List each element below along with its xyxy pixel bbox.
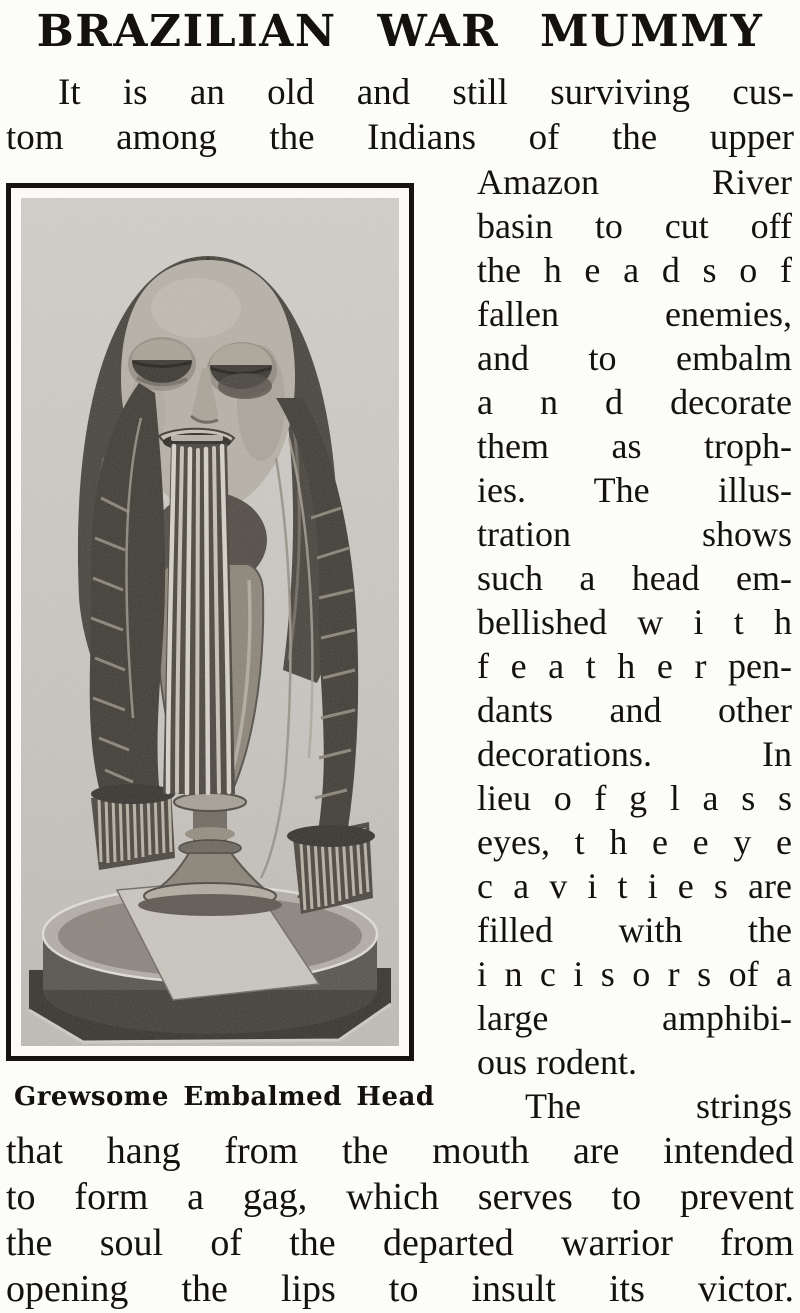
article-body — [0, 160, 800, 1128]
paragraph-start-line: The strings — [525, 1086, 792, 1126]
text-line: f e a t h e r pen- — [477, 646, 792, 686]
text-line: that hang from the mouth are intended — [6, 1130, 794, 1172]
text-line: to form a gag, which serves to prevent — [6, 1176, 794, 1218]
closing-paragraph — [0, 1128, 800, 1312]
text-line: basin to cut off — [477, 206, 792, 246]
text-line: Amazon River — [477, 162, 792, 202]
figure-caption: Grewsome Embalmed Head — [14, 1082, 435, 1112]
text-line: opening the lips to insult its victor. — [6, 1268, 794, 1310]
halftone-grain-overlay — [21, 198, 399, 1046]
text-line: a n d decorate — [477, 382, 792, 422]
embalmed-head-figure — [6, 183, 414, 1061]
text-line: them as troph- — [477, 426, 792, 466]
text-line: large amphibi- — [477, 998, 792, 1038]
text-line: dants and other — [477, 690, 792, 730]
text-line: and to embalm — [477, 338, 792, 378]
embalmed-head-illustration — [21, 198, 399, 1046]
text-line: i n c i s o r s of a — [477, 954, 792, 994]
text-line: decorations. In — [477, 734, 792, 774]
text-line: fallen enemies, — [477, 294, 792, 334]
text-line: ous rodent. — [477, 1042, 637, 1082]
text-line: lieu o f g l a s s — [477, 778, 792, 818]
text-line: the h e a d s o f — [477, 250, 792, 290]
text-line: ies. The illus- — [477, 470, 792, 510]
text-line: the soul of the departed warrior from — [6, 1222, 794, 1264]
text-line: c a v i t i e s are — [477, 866, 792, 906]
text-line: bellished w i t h — [477, 602, 792, 642]
text-line: eyes, t h e e y e — [477, 822, 792, 862]
article-title: BRAZILIAN WAR MUMMY — [36, 6, 764, 57]
text-line: such a head em- — [477, 558, 792, 598]
wrapped-text-column — [477, 160, 792, 1128]
intro-paragraph — [0, 70, 800, 160]
text-line: tom among the Indians of the upper — [6, 117, 794, 158]
text-line: tration shows — [477, 514, 792, 554]
text-line: filled with the — [477, 910, 792, 950]
text-line: It is an old and still surviving cus- — [58, 72, 794, 113]
